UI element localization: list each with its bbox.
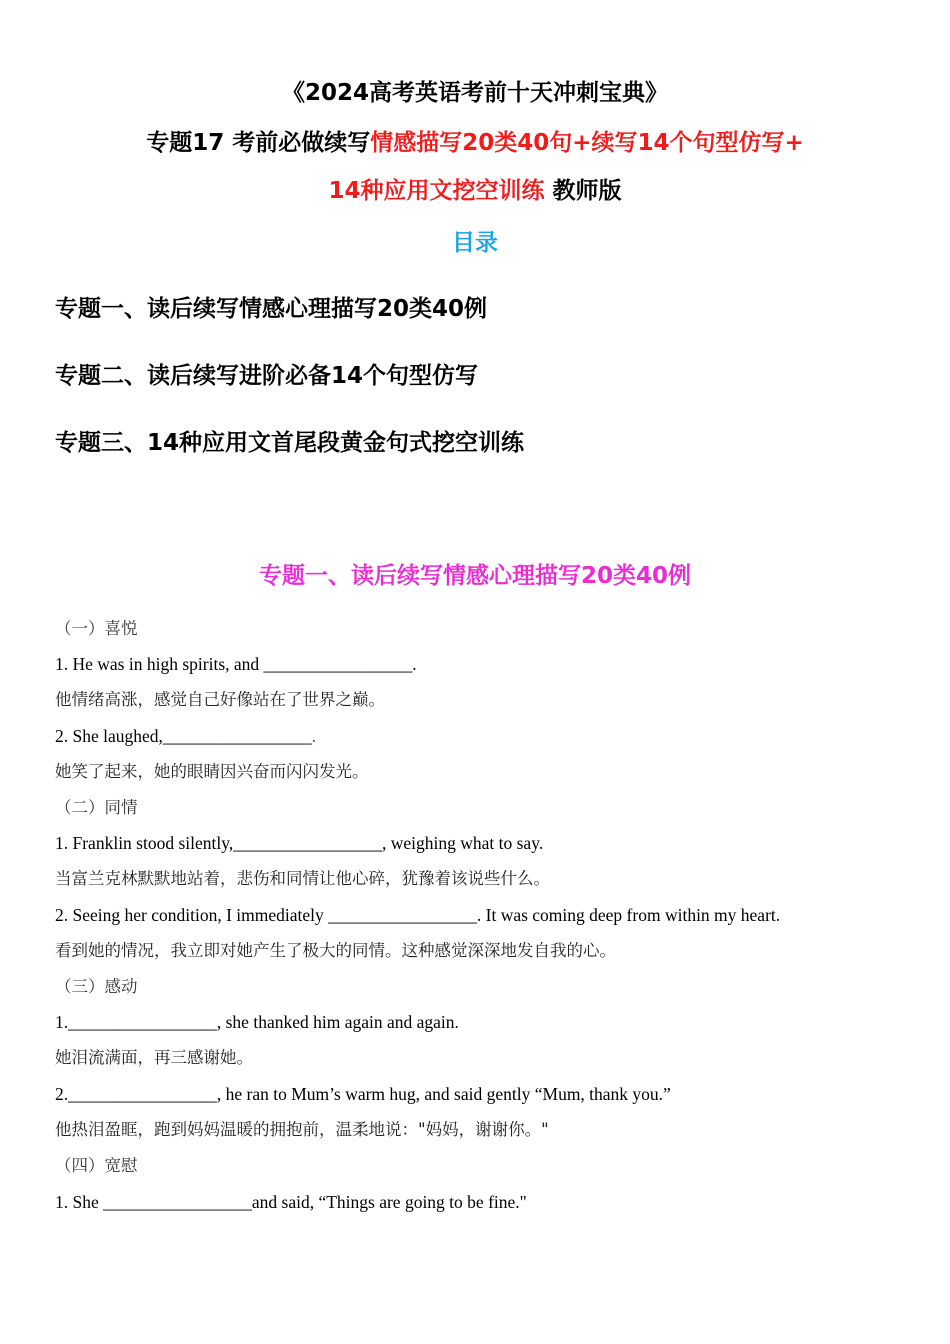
exercise-sentence: 1._________________, she thanked him again and again.	[55, 1012, 459, 1032]
category-heading-sympathy: （二）同情	[55, 798, 138, 817]
chinese-translation: 他热泪盈眶，跑到妈妈温暖的拥抱前，温柔地说："妈妈，谢谢你。"	[55, 1120, 549, 1139]
toc-heading-text: 目录	[452, 230, 498, 256]
category-heading-moved: （三）感动	[55, 977, 138, 996]
exercise-sentence: 2._________________, he ran to Mum’s warm hug, and said gently “Mum, thank you.”	[55, 1084, 671, 1104]
toc-item-3[interactable]: 专题三、14种应用文首尾段黄金句式挖空训练	[55, 430, 525, 456]
topic-title-line1	[0, 128, 950, 158]
chinese-translation: 他情绪高涨，感觉自己好像站在了世界之巅。	[55, 690, 385, 709]
category-heading-relief: （四）宽慰	[55, 1156, 138, 1175]
chinese-translation: 当富兰克林默默地站着，悲伤和同情让他心碎，犹豫着该说些什么。	[55, 869, 550, 888]
exercise-sentence	[55, 724, 316, 748]
exercise-sentence: 1. Franklin stood silently,_________________, weighing what to say.	[55, 833, 544, 853]
exercise-sentence: 2. Seeing her condition, I immediately _________________. It was coming deep from within my heart.	[55, 905, 781, 925]
section-title: 专题一、读后续写情感心理描写20类40例	[258, 563, 691, 589]
book-title-text: 《2024高考英语考前十天冲刺宝典》	[281, 80, 668, 106]
teacher-edition-label: 教师版	[544, 178, 622, 204]
toc-item-1[interactable]: 专题一、读后续写情感心理描写20类40例	[55, 296, 488, 322]
book-title	[0, 78, 950, 108]
chinese-translation: 她笑了起来，她的眼睛因兴奋而闪闪发光。	[55, 762, 369, 781]
toc-heading	[0, 228, 950, 258]
topic-title-red: 情感描写20类40句+续写14个句型仿写+	[370, 130, 804, 156]
exercise-sentence-text: 2. She laughed,_________________	[55, 726, 312, 746]
exercise-sentence: 1. She _________________and said, “Things are going to be fine."	[55, 1192, 527, 1212]
chinese-translation: 看到她的情况，我立即对她产生了极大的同情。这种感觉深深地发自我的心。	[55, 941, 616, 960]
topic-title-line2	[0, 176, 950, 206]
toc-item-2[interactable]: 专题二、读后续写进阶必备14个句型仿写	[55, 363, 479, 389]
category-heading-joy: （一）喜悦	[55, 619, 138, 638]
exercise-sentence: 1. He was in high spirits, and _________________.	[55, 654, 417, 674]
sentence-period: .	[311, 726, 317, 746]
topic-subtitle-red: 14种应用文挖空训练	[328, 178, 545, 204]
chinese-translation: 她泪流满面，再三感谢她。	[55, 1048, 253, 1067]
topic-title-black: 专题17 考前必做续写	[146, 130, 371, 156]
